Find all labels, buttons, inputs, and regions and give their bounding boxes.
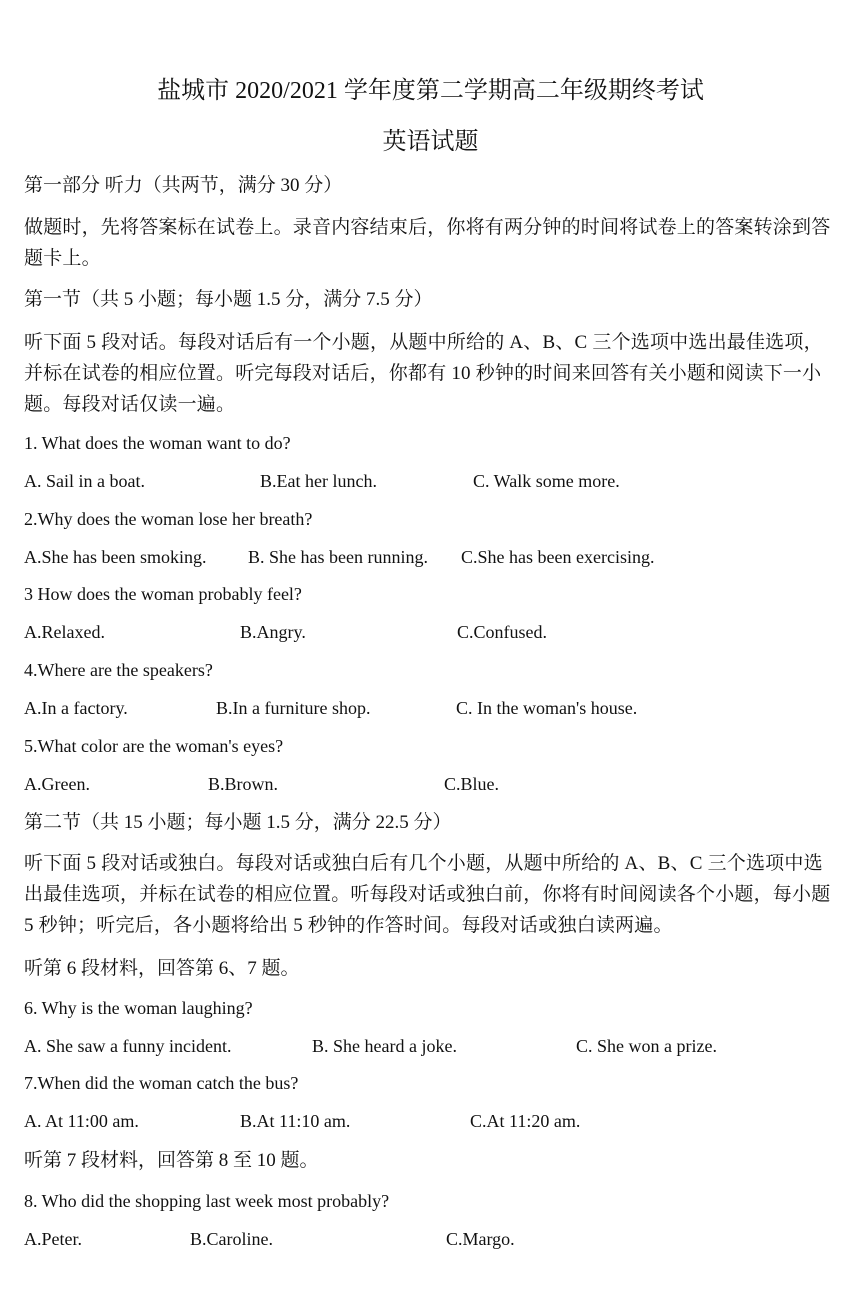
question-7: 7.When did the woman catch the bus? [24,1073,299,1093]
question-4: 4.Where are the speakers? [24,660,213,680]
question-6: 6. Why is the woman laughing? [24,998,253,1018]
q4-option-c: C. In the woman's house. [456,698,638,718]
part1-heading: 第一部分 听力（共两节，满分 30 分） [24,175,343,196]
material-7-note: 听第 7 段材料，回答第 8 至 10 题。 [24,1150,319,1171]
question-1: 1. What does the woman want to do? [24,433,291,453]
section2-heading: 第二节（共 15 小题；每小题 1.5 分，满分 22.5 分） [24,812,452,833]
q1-option-c: C. Walk some more. [473,471,620,491]
q4-option-a: A.In a factory. [24,698,128,718]
part1-instruction: 做题时，先将答案标在试卷上。录音内容结束后，你将有两分钟的时间将试卷上的答案转涂到答题卡上。 [24,217,831,269]
q3-option-a: A.Relaxed. [24,622,105,642]
question-2: 2.Why does the woman lose her breath? [24,509,313,529]
q1-option-b: B.Eat her lunch. [260,471,377,491]
q7-option-b: B.At 11:10 am. [240,1111,351,1131]
question-8: 8. Who did the shopping last week most probably? [24,1191,390,1211]
q5-option-b: B.Brown. [208,774,279,794]
q1-option-a: A. Sail in a boat. [24,471,145,491]
exam-title: 盐城市 2020/2021 学年度第二学期高二年级期终考试 [157,78,704,104]
section1-heading: 第一节（共 5 小题；每小题 1.5 分，满分 7.5 分） [24,289,433,310]
question-3: 3 How does the woman probably feel? [24,584,302,604]
q2-option-b: B. She has been running. [248,547,428,567]
q2-option-a: A.She has been smoking. [24,547,207,567]
material-6-note: 听第 6 段材料，回答第 6、7 题。 [24,958,300,979]
q2-option-c: C.She has been exercising. [461,547,655,567]
q5-option-c: C.Blue. [444,774,500,794]
q3-option-b: B.Angry. [240,622,306,642]
q6-option-c: C. She won a prize. [576,1036,717,1056]
section1-instruction: 听下面 5 段对话。每段对话后有一个小题，从题中所给的 A、B、C 三个选项中选出最佳选项，并标在试卷的相应位置。听完每段对话后，你都有 10 秒钟的时间来回答有关小题和阅读下一小题。每段对话仅读一遍。 [24,332,823,415]
q6-option-b: B. She heard a joke. [312,1036,457,1056]
section2-instruction: 听下面 5 段对话或独白。每段对话或独白后有几个小题，从题中所给的 A、B、C 三个选项中选出最佳选项，并标在试卷的相应位置。听每段对话或独白前，你将有时间阅读各个小题，每小题 5 秒钟；听完后，各小题将给出 5 秒钟的作答时间。每段对话或独白读两遍。 [24,853,831,936]
q3-option-c: C.Confused. [457,622,547,642]
q6-option-a: A. She saw a funny incident. [24,1036,232,1056]
q4-option-b: B.In a furniture shop. [216,698,371,718]
q8-option-c: C.Margo. [446,1229,515,1249]
q8-option-a: A.Peter. [24,1229,82,1249]
q7-option-c: C.At 11:20 am. [470,1111,581,1131]
q5-option-a: A.Green. [24,774,90,794]
q8-option-b: B.Caroline. [190,1229,273,1249]
exam-subtitle: 英语试题 [382,129,479,155]
question-5: 5.What color are the woman's eyes? [24,736,284,756]
q7-option-a: A. At 11:00 am. [24,1111,139,1131]
